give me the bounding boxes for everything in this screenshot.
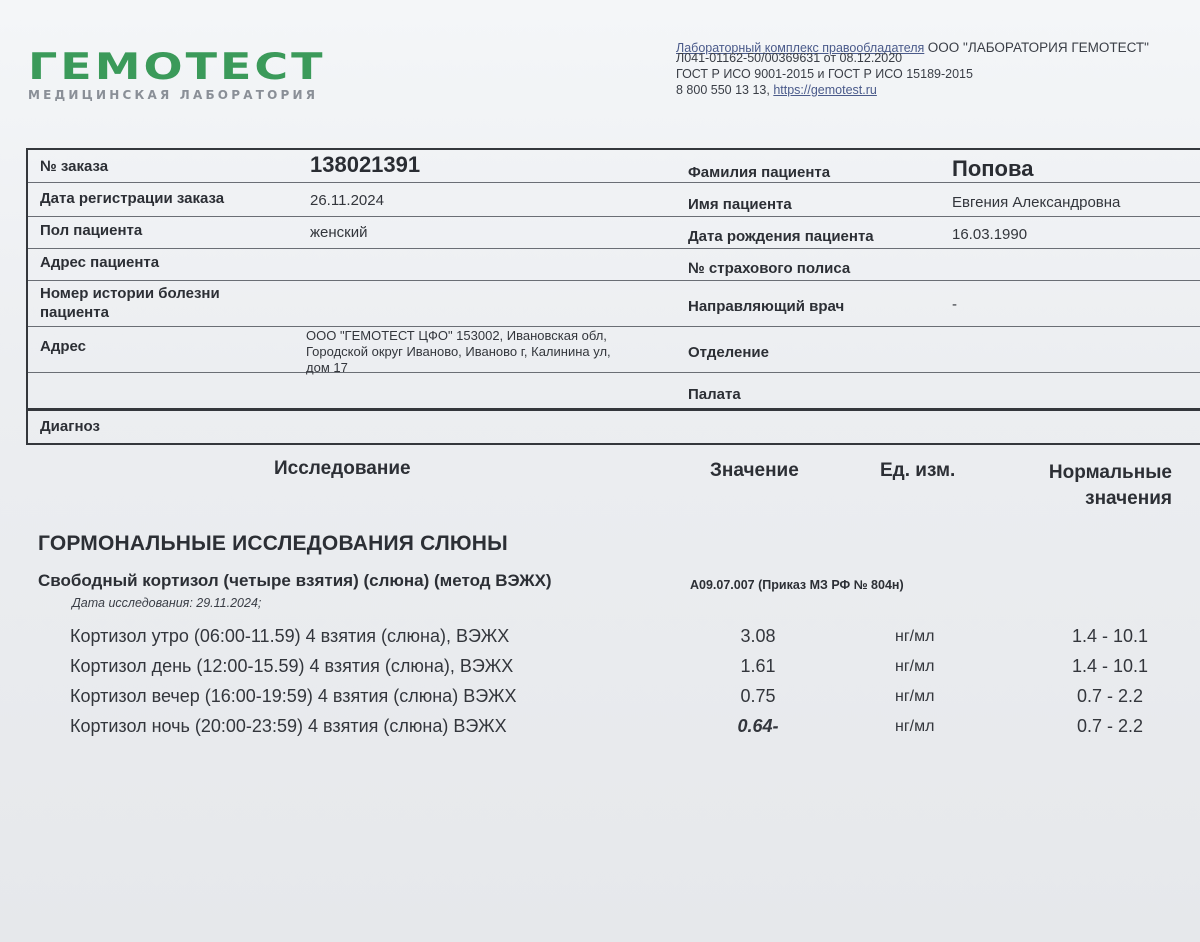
column-header-norm-line2: значения [1085, 488, 1172, 509]
logo-wordmark: ГЕМОТЕСТ [28, 44, 326, 88]
section-title: ГОРМОНАЛЬНЫЕ ИССЛЕДОВАНИЯ СЛЮНЫ [38, 532, 508, 555]
lab-standards: ГОСТ Р ИСО 9001-2015 и ГОСТ Р ИСО 15189-2015 [676, 67, 973, 81]
test-code: A09.07.007 (Приказ МЗ РФ № 804н) [690, 578, 904, 592]
column-header-unit: Ед. изм. [880, 460, 956, 481]
result-value: 3.08 [740, 626, 776, 646]
lab-company: ООО "ЛАБОРАТОРИЯ ГЕМОТЕСТ" [927, 40, 1149, 55]
column-header-value: Значение [710, 460, 799, 481]
row-divider [28, 326, 1200, 327]
test-name: Свободный кортизол (четыре взятия) (слюна) (метод ВЭЖХ) [38, 571, 552, 590]
surname-value: Попова [952, 156, 1034, 181]
result-name: Кортизол вечер (16:00-19:59) 4 взятия (слюна) ВЭЖХ [70, 686, 517, 706]
result-reference-range: 1.4 - 10.1 [1071, 656, 1149, 676]
logo-tagline: МЕДИЦИНСКАЯ ЛАБОРАТОРИЯ [28, 88, 319, 102]
lab-license: Л041-01162-50/00369631 от 08.12.2020 [676, 51, 903, 65]
patient-sex-value: женский [310, 224, 368, 241]
result-unit: нг/мл [895, 688, 935, 705]
row-divider [28, 248, 1200, 249]
patient-address-label: Адрес пациента [40, 254, 160, 271]
diagnosis-label: Диагноз [40, 418, 100, 435]
result-reference-range: 0.7 - 2.2 [1076, 686, 1144, 706]
medical-history-label [40, 284, 220, 322]
result-row [0, 686, 1200, 716]
result-value: 1.61 [740, 656, 776, 676]
result-name: Кортизол утро (06:00-11.59) 4 взятия (слюна), ВЭЖХ [70, 626, 510, 646]
lab-info-block [676, 40, 1149, 98]
birth-date-label: Дата рождения пациента [688, 228, 874, 245]
lab-logo [28, 44, 326, 102]
birth-date-value: 16.03.1990 [952, 226, 1028, 243]
result-reference-range: 0.7 - 2.2 [1076, 716, 1144, 736]
result-unit: нг/мл [895, 628, 935, 645]
insurance-policy-label: № страхового полиса [688, 260, 851, 277]
org-address-label: Адрес [40, 338, 87, 355]
lab-site-link[interactable]: https://gemotest.ru [773, 83, 877, 97]
first-name-label: Имя пациента [688, 196, 792, 213]
result-row [0, 656, 1200, 686]
org-address-line1: ООО "ГЕМОТЕСТ ЦФО" 153002, Ивановская обл, [306, 328, 607, 343]
org-address-line3: дом 17 [306, 360, 348, 375]
patient-sex-label: Пол пациента [40, 222, 143, 239]
lab-phone: 8 800 550 13 13, [676, 83, 770, 97]
order-number-value: 138021391 [310, 152, 421, 177]
result-reference-range: 1.4 - 10.1 [1071, 626, 1149, 646]
result-name: Кортизол день (12:00-15.59) 4 взятия (слюна), ВЭЖХ [70, 656, 514, 676]
ward-label: Палата [688, 386, 741, 403]
column-header-study: Исследование [274, 458, 411, 479]
patient-info-table [26, 148, 1200, 410]
result-name: Кортизол ночь (20:00-23:59) 4 взятия (слюна) ВЭЖХ [70, 716, 507, 736]
referring-doctor-value: - [952, 296, 957, 313]
medical-history-label-line1: Номер истории болезни [40, 285, 220, 302]
result-unit: нг/мл [895, 658, 935, 675]
result-value-flagged: 0.64- [737, 716, 779, 736]
lab-owner-text: Лабораторный комплекс правообладателя [676, 41, 925, 55]
result-unit: нг/мл [895, 718, 935, 735]
org-address-line2: Городской округ Иваново, Иваново г, Калинина ул, [306, 344, 611, 359]
row-divider [28, 182, 1200, 183]
registration-date-value: 26.11.2024 [310, 192, 384, 209]
row-divider [28, 372, 1200, 373]
column-header-norm-line1: Нормальные [1048, 462, 1172, 483]
result-row [0, 626, 1200, 656]
first-name-value: Евгения Александровна [952, 194, 1121, 211]
department-label: Отделение [688, 344, 769, 361]
result-row [0, 716, 1200, 746]
result-value: 0.75 [740, 686, 776, 706]
registration-date-label: Дата регистрации заказа [40, 190, 225, 207]
medical-history-label-line2: пациента [40, 304, 109, 321]
row-divider [28, 216, 1200, 217]
order-number-label: № заказа [40, 158, 109, 175]
study-date: Дата исследования: 29.11.2024; [72, 596, 262, 610]
surname-label: Фамилия пациента [688, 164, 831, 181]
row-divider [28, 280, 1200, 281]
column-header-norm [1032, 460, 1172, 512]
referring-doctor-label: Направляющий врач [688, 298, 845, 315]
org-address-value [306, 328, 611, 376]
diagnosis-row [26, 409, 1200, 445]
